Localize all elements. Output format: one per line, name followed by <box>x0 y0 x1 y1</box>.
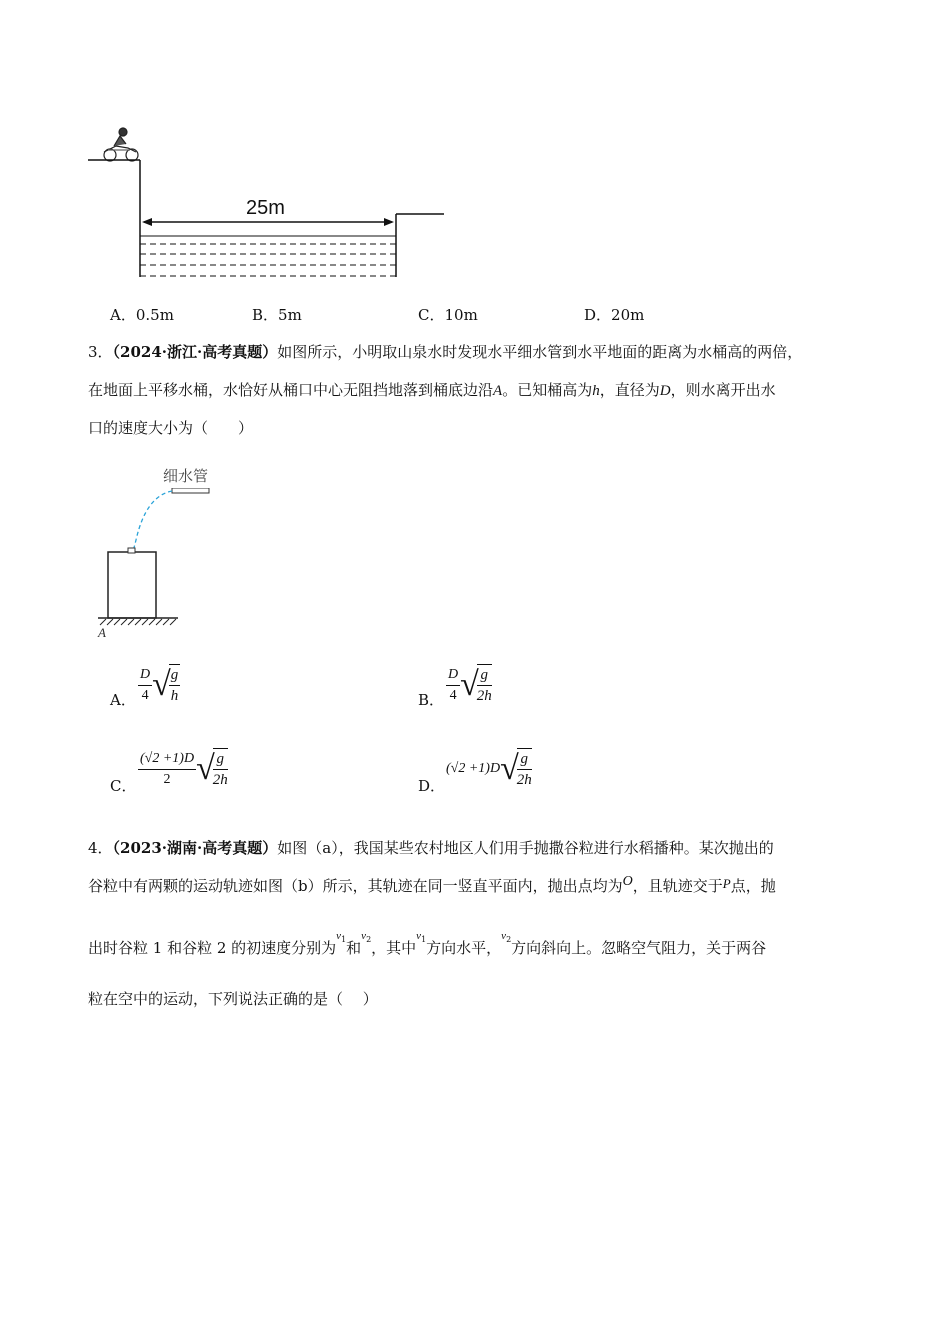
q4-line-1 <box>88 838 774 858</box>
option-letter: D． <box>418 777 446 795</box>
q4-line-4 <box>88 989 378 1009</box>
sqrt-icon: √ <box>196 750 215 787</box>
root-numerator: g <box>477 665 492 686</box>
question-text: ，则水离开出水 <box>670 381 776 399</box>
q4-line-2 <box>88 876 776 898</box>
v2-symbol: v2 <box>501 930 512 945</box>
root-denominator: h <box>170 688 179 704</box>
option-text: 10m <box>444 306 478 324</box>
variable-a: A <box>493 383 503 399</box>
q2-option-c[interactable] <box>418 305 478 325</box>
question-text: 粒在空中的运动，下列说法正确的是（ ） <box>88 990 378 1008</box>
question-text: 出时谷粒 1 和谷粒 2 的初速度分别为 <box>88 939 337 957</box>
q2-option-d[interactable] <box>584 305 644 325</box>
point-a-label: A <box>98 625 106 640</box>
numerator: (√2 +1)D <box>138 749 196 770</box>
q3-option-d[interactable] <box>418 776 445 796</box>
question-text: ，且轨迹交于 <box>632 877 723 895</box>
numerator: D <box>138 665 152 686</box>
q2-option-a[interactable] <box>110 305 174 325</box>
q3-option-b[interactable] <box>418 690 444 710</box>
question-text: 方向斜向上。忽略空气阻力，关于两谷 <box>511 939 767 957</box>
question-text: 口的速度大小为（ ） <box>88 419 254 437</box>
fraction <box>446 665 460 706</box>
option-letter: D． <box>584 306 612 324</box>
q4-line-3 <box>88 930 767 964</box>
sqrt-icon: √ <box>152 666 171 703</box>
water-pipe-bucket-figure <box>94 488 224 638</box>
option-text: 0.5m <box>135 306 174 324</box>
q3-option-c-formula <box>138 748 228 790</box>
question-number: 3． <box>88 343 113 361</box>
question-text: 方向水平， <box>426 939 502 957</box>
formula-prefix: (√2 +1)D <box>446 761 501 776</box>
question-text: 谷粒中有两颗的运动轨迹如图（b）所示，其轨迹在同一竖直平面内，抛出点均为 <box>88 877 623 895</box>
option-letter: A． <box>110 691 136 709</box>
variable-d: D <box>659 383 671 399</box>
root-fraction <box>477 664 492 706</box>
option-letter: A． <box>110 306 136 324</box>
variable-h: h <box>592 383 600 399</box>
root-denominator: 2h <box>516 772 532 788</box>
q3-option-d-formula <box>446 748 532 790</box>
v1-symbol: v1 <box>416 930 427 945</box>
root-fraction <box>517 748 532 790</box>
q3-option-a-formula <box>138 664 180 706</box>
denominator: 4 <box>141 687 149 703</box>
option-letter: B． <box>418 691 445 709</box>
question-text: 在地面上平移水桶，水恰好从桶口中心无阻挡地落到桶底边沿 <box>88 381 494 399</box>
q3-option-b-formula <box>446 664 492 706</box>
root-denominator: 2h <box>476 688 492 704</box>
pipe-label: 细水管 <box>163 467 209 485</box>
root-numerator: g <box>517 749 532 770</box>
denominator: 4 <box>449 687 457 703</box>
numerator: D <box>446 665 460 686</box>
option-letter: B． <box>252 306 279 324</box>
root-numerator: g <box>213 749 228 770</box>
question-text: 如图所示，小明取山泉水时发现水平细水管到水平地面的距离为水桶高的两倍， <box>277 343 803 361</box>
fraction <box>138 749 196 790</box>
v1-symbol: v1 <box>336 930 347 945</box>
fraction <box>138 665 152 706</box>
question-text: ，其中 <box>371 939 417 957</box>
root-numerator: g <box>169 665 181 686</box>
question-text: ，直径为 <box>599 381 660 399</box>
question-text: 点，抛 <box>730 877 776 895</box>
distance-label: 25m <box>246 197 285 219</box>
question-text: 和 <box>346 939 362 957</box>
option-letter: C． <box>418 306 445 324</box>
variable-o: O <box>622 874 633 889</box>
variable-p: P <box>722 876 731 891</box>
question-source: （2023·湖南·高考真题） <box>112 839 278 857</box>
q3-line-2 <box>88 380 776 401</box>
denominator: 2 <box>163 771 171 787</box>
motorcycle-rider-icon <box>104 128 138 161</box>
question-text: 如图（a），我国某些农村地区人们用手抛撒谷粒进行水稻播种。某次抛出的 <box>277 839 774 857</box>
root-denominator: 2h <box>212 772 228 788</box>
q3-line-3 <box>88 418 253 438</box>
root-fraction <box>213 748 228 790</box>
q3-option-c[interactable] <box>110 776 136 796</box>
question-number: 4． <box>88 839 113 857</box>
sqrt-icon: √ <box>460 666 479 703</box>
q2-option-b[interactable] <box>252 305 302 325</box>
q3-line-1 <box>88 342 802 362</box>
question-text: 。已知桶高为 <box>502 381 593 399</box>
sqrt-icon: √ <box>500 750 519 787</box>
option-letter: C． <box>110 777 137 795</box>
v2-symbol: v2 <box>361 930 372 945</box>
option-text: 20m <box>611 306 645 324</box>
option-text: 5m <box>278 306 302 324</box>
question-source: （2024·浙江·高考真题） <box>112 343 278 361</box>
q3-option-a[interactable] <box>110 690 136 710</box>
root-fraction <box>169 664 181 706</box>
